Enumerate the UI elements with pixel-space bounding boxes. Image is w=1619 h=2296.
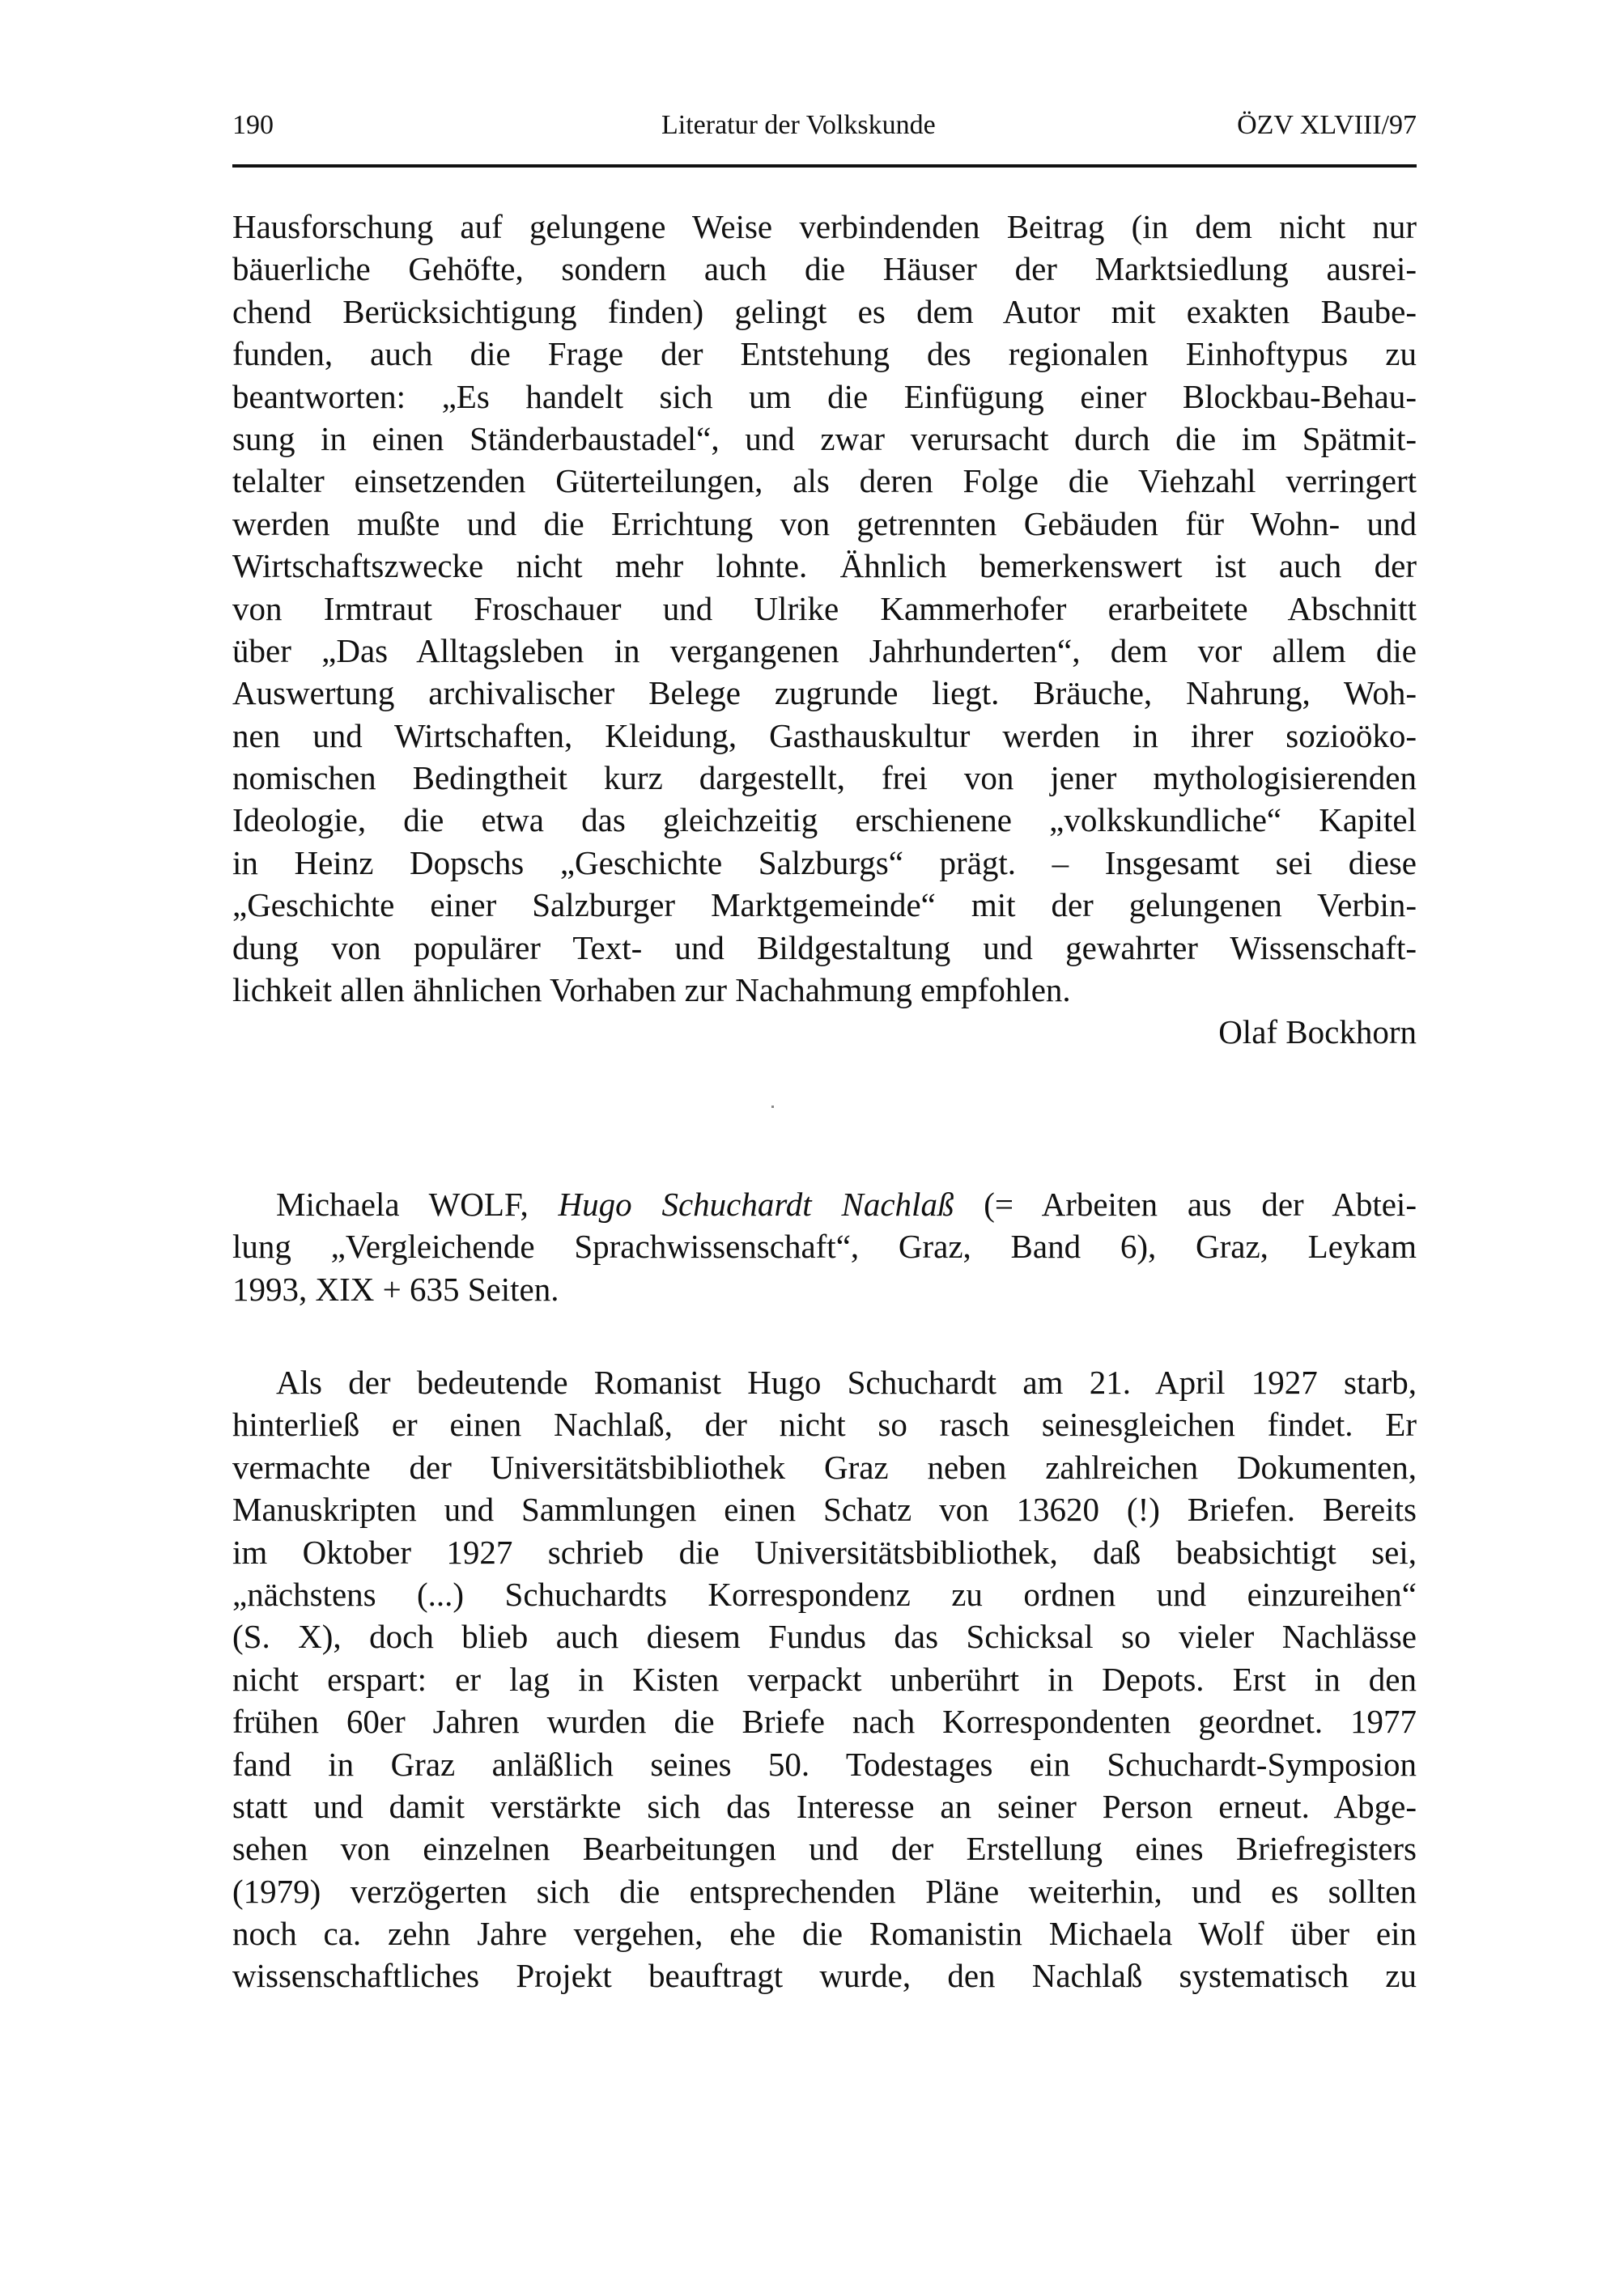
text-line: noch ca. zehn Jahre vergehen, ehe die Romanistin Michaela Wolf über ein bbox=[232, 1915, 1417, 1953]
text-line: bäuerliche Gehöfte, sondern auch die Häuser der Marktsiedlung ausrei- bbox=[232, 250, 1417, 288]
text-line: im Oktober 1927 schrieb die Universitätsbibliothek, daß beabsichtigt sei, bbox=[232, 1533, 1417, 1571]
text-line: beantworten: „Es handelt sich um die Einfügung einer Blockbau-Behau- bbox=[232, 377, 1417, 415]
text-line: sehen von einzelnen Bearbeitungen und der Erstellung eines Briefregisters bbox=[232, 1830, 1417, 1868]
text-line: telalter einsetzenden Güterteilungen, als deren Folge die Viehzahl verringert bbox=[232, 462, 1417, 500]
page-number: 190 bbox=[232, 110, 274, 140]
citation-series: (= Arbeiten aus der Abtei- bbox=[954, 1186, 1417, 1223]
citation-line: lung „Vergleichende Sprachwissenschaft“, Graz, Band 6), Graz, Leykam bbox=[232, 1228, 1417, 1266]
citation-title: Hugo Schuchardt Nachlaß bbox=[558, 1186, 954, 1223]
running-header bbox=[232, 110, 1417, 151]
journal-issue: ÖZV XLVIII/97 bbox=[1237, 110, 1417, 140]
text-line: fand in Graz anläßlich seines 50. Todestages ein Schuchardt-Symposion bbox=[232, 1745, 1417, 1783]
running-title: Literatur der Volkskunde bbox=[661, 110, 936, 140]
text-line: werden mußte und die Errichtung von getrennten Gebäuden für Wohn- und bbox=[232, 504, 1417, 542]
text-line: nicht erspart: er lag in Kisten verpackt unberührt in Depots. Erst in den bbox=[232, 1660, 1417, 1698]
text-line: „Geschichte einer Salzburger Marktgemeinde“ mit der gelungenen Verbin- bbox=[232, 886, 1417, 924]
citation-author: Michaela WOLF, bbox=[276, 1186, 559, 1223]
text-line: „nächstens (...) Schuchardts Korrespondenz zu ordnen und einzureihen“ bbox=[232, 1575, 1417, 1613]
text-line: funden, auch die Frage der Entstehung des regionalen Einhoftypus zu bbox=[232, 335, 1417, 373]
review-2-citation bbox=[232, 1183, 1417, 1310]
citation-line: 1993, XIX + 635 Seiten. bbox=[232, 1270, 559, 1308]
text-line: Hausforschung auf gelungene Weise verbindenden Beitrag (in dem nicht nur bbox=[232, 208, 1417, 245]
text-line: frühen 60er Jahren wurden die Briefe nach Korrespondenten geordnet. 1977 bbox=[232, 1703, 1417, 1741]
reviewer-signature: Olaf Bockhorn bbox=[1218, 1013, 1417, 1051]
text-line: Ideologie, die etwa das gleichzeitig erschienene „volkskundliche“ Kapitel bbox=[232, 801, 1417, 839]
text-line: Als der bedeutende Romanist Hugo Schuchardt am 21. April 1927 starb, bbox=[276, 1364, 1417, 1401]
text-line: dung von populärer Text- und Bildgestaltung und gewahrter Wissenschaft- bbox=[232, 928, 1417, 966]
review-2-body bbox=[232, 1361, 1417, 1997]
text-line: chend Berücksichtigung finden) gelingt es dem Autor mit exakten Baube- bbox=[232, 292, 1417, 330]
text-line: von Irmtraut Froschauer und Ulrike Kammerhofer erarbeitete Abschnitt bbox=[232, 589, 1417, 627]
text-line: Wirtschaftszwecke nicht mehr lohnte. Ähnlich bemerkenswert ist auch der bbox=[232, 547, 1417, 585]
text-line: (1979) verzögerten sich die entsprechenden Pläne weiterhin, und es sollten bbox=[232, 1872, 1417, 1910]
text-line: statt und damit verstärkte sich das Interesse an seiner Person erneut. Abge- bbox=[232, 1787, 1417, 1825]
text-line: hinterließ er einen Nachlaß, der nicht so rasch seinesgleichen findet. Er bbox=[232, 1406, 1417, 1444]
text-line: vermachte der Universitätsbibliothek Graz neben zahlreichen Dokumenten, bbox=[232, 1448, 1417, 1486]
review-1-body bbox=[232, 206, 1417, 1054]
text-line: nomischen Bedingtheit kurz dargestellt, frei von jener mythologisierenden bbox=[232, 759, 1417, 797]
section-separator bbox=[771, 1106, 774, 1108]
text-line: (S. X), doch blieb auch diesem Fundus das Schicksal so vieler Nachlässe bbox=[232, 1618, 1417, 1656]
text-line: in Heinz Dopschs „Geschichte Salzburgs“ prägt. – Insgesamt sei diese bbox=[232, 843, 1417, 881]
text-line: wissenschaftliches Projekt beauftragt wurde, den Nachlaß systematisch zu bbox=[232, 1957, 1417, 1995]
text-line: nen und Wirtschaften, Kleidung, Gasthauskultur werden in ihrer sozioöko- bbox=[232, 716, 1417, 754]
text-line: über „Das Alltagsleben in vergangenen Jahrhunderten“, dem vor allem die bbox=[232, 631, 1417, 669]
text-line: Manuskripten und Sammlungen einen Schatz von 13620 (!) Briefen. Bereits bbox=[232, 1491, 1417, 1529]
text-line: Auswertung archivalischer Belege zugrunde liegt. Bräuche, Nahrung, Woh- bbox=[232, 674, 1417, 712]
text-line: lichkeit allen ähnlichen Vorhaben zur Nachahmung empfohlen. bbox=[232, 971, 1071, 1009]
header-rule bbox=[232, 164, 1417, 168]
text-line: sung in einen Ständerbaustadel“, und zwar verursacht durch die im Spätmit- bbox=[232, 419, 1417, 457]
